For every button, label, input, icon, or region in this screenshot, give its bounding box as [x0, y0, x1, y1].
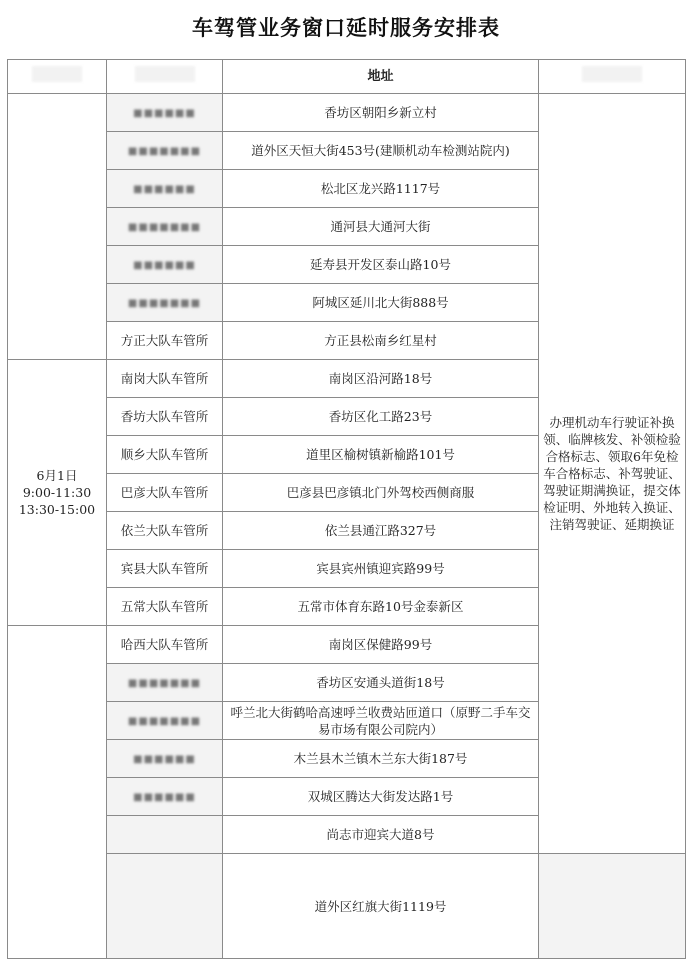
address-cell: 松北区龙兴路1117号	[223, 170, 539, 208]
date-day: 6月1日	[36, 468, 78, 483]
office-cell-redacted	[107, 854, 223, 959]
address-cell: 道外区红旗大街1119号	[223, 854, 539, 959]
address-cell: 五常市体育东路10号金泰新区	[223, 588, 539, 626]
address-cell: 道里区榆树镇新榆路101号	[223, 436, 539, 474]
address-cell: 香坊区化工路23号	[223, 398, 539, 436]
address-cell: 阿城区延川北大街888号	[223, 284, 539, 322]
office-cell: 香坊大队车管所	[107, 398, 223, 436]
page-title: 车驾管业务窗口延时服务安排表	[192, 16, 500, 40]
office-cell-redacted: ■■■■■■■	[107, 664, 223, 702]
header-office-cell	[107, 60, 223, 94]
office-cell: 依兰大队车管所	[107, 512, 223, 550]
address-cell: 巴彦县巴彦镇北门外驾校西侧商服	[223, 474, 539, 512]
address-cell: 木兰县木兰镇木兰东大街187号	[223, 740, 539, 778]
address-cell: 方正县松南乡红星村	[223, 322, 539, 360]
service-description: 办理机动车行驶证补换领、临牌核发、补领检验合格标志、领取6年免检车合格标志、补驾驶证、驾驶证期满换证，提交体检证明、外地转入换证、注销驾驶证、延期换证	[539, 94, 686, 854]
address-cell: 宾县宾州镇迎宾路99号	[223, 550, 539, 588]
address-cell: 香坊区安通头道街18号	[223, 664, 539, 702]
office-cell-redacted: ■■■■■■■	[107, 208, 223, 246]
date-cell-group-2	[8, 360, 107, 626]
date-time-afternoon: 13:30-15:00	[18, 502, 96, 517]
office-cell: 顺乡大队车管所	[107, 436, 223, 474]
office-cell: 哈西大队车管所	[107, 626, 223, 664]
date-cell-group-1	[8, 94, 107, 360]
address-cell: 南岗区保健路99号	[223, 626, 539, 664]
office-cell-redacted: ■■■■■■	[107, 170, 223, 208]
date-cell-group-3	[8, 626, 107, 959]
service-cell-redacted	[539, 854, 686, 959]
address-cell: 呼兰北大街鹤哈高速呼兰收费站匝道口（原野二手车交易市场有限公司院内）	[223, 702, 539, 740]
address-cell: 双城区腾达大街发达路1号	[223, 778, 539, 816]
office-cell: 五常大队车管所	[107, 588, 223, 626]
office-cell: 巴彦大队车管所	[107, 474, 223, 512]
office-cell: 南岗大队车管所	[107, 360, 223, 398]
office-cell-redacted: ■■■■■■■	[107, 284, 223, 322]
office-cell-redacted: ■■■■■■■	[107, 132, 223, 170]
office-cell-redacted: ■■■■■■■	[107, 702, 223, 740]
office-cell-redacted: ■■■■■■	[107, 94, 223, 132]
address-cell: 南岗区沿河路18号	[223, 360, 539, 398]
address-cell: 尚志市迎宾大道8号	[223, 816, 539, 854]
header-service-cell	[539, 60, 686, 94]
address-cell: 道外区天恒大街453号(建顺机动车检测站院内)	[223, 132, 539, 170]
table-row	[8, 94, 686, 132]
address-cell: 依兰县通江路327号	[223, 512, 539, 550]
office-cell-redacted: ■■■■■■	[107, 740, 223, 778]
office-cell: 宾县大队车管所	[107, 550, 223, 588]
office-cell-redacted: ■■■■■■	[107, 246, 223, 284]
header-address: 地址	[223, 60, 539, 94]
address-cell: 延寿县开发区泰山路10号	[223, 246, 539, 284]
schedule-table	[7, 59, 686, 959]
table-row	[8, 854, 686, 959]
office-cell-redacted: ■■■■■■	[107, 778, 223, 816]
office-cell-redacted	[107, 816, 223, 854]
table-header-row	[8, 60, 686, 94]
header-date-cell	[8, 60, 107, 94]
address-cell: 通河县大通河大街	[223, 208, 539, 246]
address-cell: 香坊区朝阳乡新立村	[223, 94, 539, 132]
date-time-morning: 9:00-11:30	[22, 485, 92, 500]
office-cell: 方正大队车管所	[107, 322, 223, 360]
